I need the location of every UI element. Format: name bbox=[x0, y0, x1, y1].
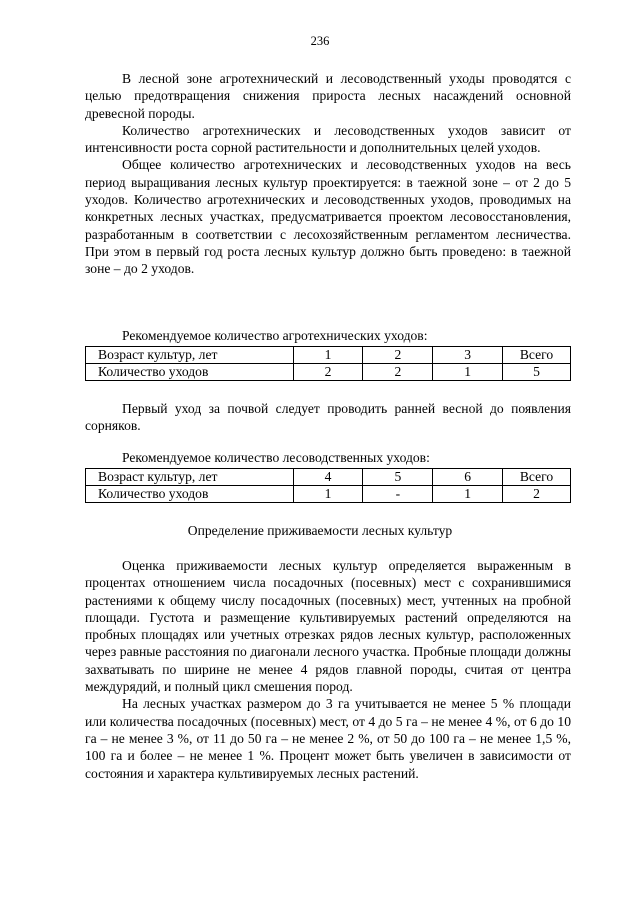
table-cell: 3 bbox=[433, 347, 503, 364]
agrotechnical-care-table bbox=[85, 346, 571, 381]
table-cell: 5 bbox=[363, 469, 433, 486]
table-cell: Всего bbox=[503, 347, 571, 364]
paragraph: Количество агротехнических и лесоводственных уходов зависит от интенсивности роста сорной растительности и дополнительных целей уходов. bbox=[85, 122, 571, 156]
table-cell: 4 bbox=[293, 469, 363, 486]
table-cell: 1 bbox=[293, 486, 363, 503]
survival-section bbox=[85, 557, 571, 782]
table-cell: Возраст культур, лет bbox=[86, 469, 294, 486]
table-cell: 2 bbox=[363, 347, 433, 364]
table-cell: 2 bbox=[503, 486, 571, 503]
table-cell: 6 bbox=[433, 469, 503, 486]
table2-caption: Рекомендуемое количество лесоводственных уходов: bbox=[122, 450, 430, 465]
table-cell: Количество уходов bbox=[86, 486, 294, 503]
table-row bbox=[86, 469, 571, 486]
first-care-note bbox=[85, 400, 571, 435]
table-cell: 1 bbox=[433, 364, 503, 381]
paragraph: В лесной зоне агротехнический и лесоводственный уходы проводятся с целью предотвращения снижения прироста лесных насаждений основной древесной породы. bbox=[85, 71, 571, 121]
page-number: 236 bbox=[310, 34, 330, 48]
paragraph: Первый уход за почвой следует проводить ранней весной до появления сорняков. bbox=[85, 401, 571, 434]
table-cell: 1 bbox=[433, 486, 503, 503]
table-cell: 5 bbox=[503, 364, 571, 381]
table-row bbox=[86, 347, 571, 364]
table-row bbox=[86, 364, 571, 381]
table-cell: - bbox=[363, 486, 433, 503]
table-cell: 2 bbox=[363, 364, 433, 381]
table-cell: 2 bbox=[293, 364, 363, 381]
table1-caption: Рекомендуемое количество агротехнических уходов: bbox=[122, 328, 428, 343]
paragraph: На лесных участках размером до 3 га учитывается не менее 5 % площади или количества посадочных (посевных) мест, от 4 до 5 га – не менее 4 %, от 6 до 10 га – не менее 3 %, от 11 до 50 га – не менее 2 %, от 50 до 100 га – не менее 1,5 %, 100 га и более – не менее 1 %. Процент может быть увеличен в зависимости от состояния и характера культивируемых лесных растений. bbox=[85, 696, 571, 781]
table-cell: Количество уходов bbox=[86, 364, 294, 381]
paragraph: Общее количество агротехнических и лесоводственных уходов на весь период выращивания лесных культур проектируется: в таежной зоне – от 2 до 5 уходов. Количество агротехнических и лесоводственных уходов, проводимых на конкретных лесных участках, предусматривается проектом лесовосстановления, разработанным в соответствии с лесохозяйственным регламентом лесничества. При этом в первый год роста лесных культур должно быть проведено: в таежной зоне – до 2 уходов. bbox=[85, 157, 571, 277]
paragraph: Оценка приживаемости лесных культур определяется выраженным в процентах отношением числа посадочных (посевных) мест с сохранившимися растениями к общему числу посадочных (посевных) мест, учтенных на пробной площади. Густота и размещение культивируемых растений определяются на пробных площадях или учетных отрезках рядов лесных культур, расположенных через равные расстояния по диагонали лесного участка. Пробные площади должны захватывать по ширине не менее 4 рядов главной породы, считая от центра междурядий, и полный цикл смешения пород. bbox=[85, 558, 571, 695]
table-cell: Всего bbox=[503, 469, 571, 486]
table-cell: 1 bbox=[293, 347, 363, 364]
intro-section bbox=[85, 70, 571, 278]
silvicultural-care-table bbox=[85, 468, 571, 503]
table-row bbox=[86, 486, 571, 503]
section-heading: Определение приживаемости лесных культур bbox=[187, 523, 453, 538]
table-cell: Возраст культур, лет bbox=[86, 347, 294, 364]
